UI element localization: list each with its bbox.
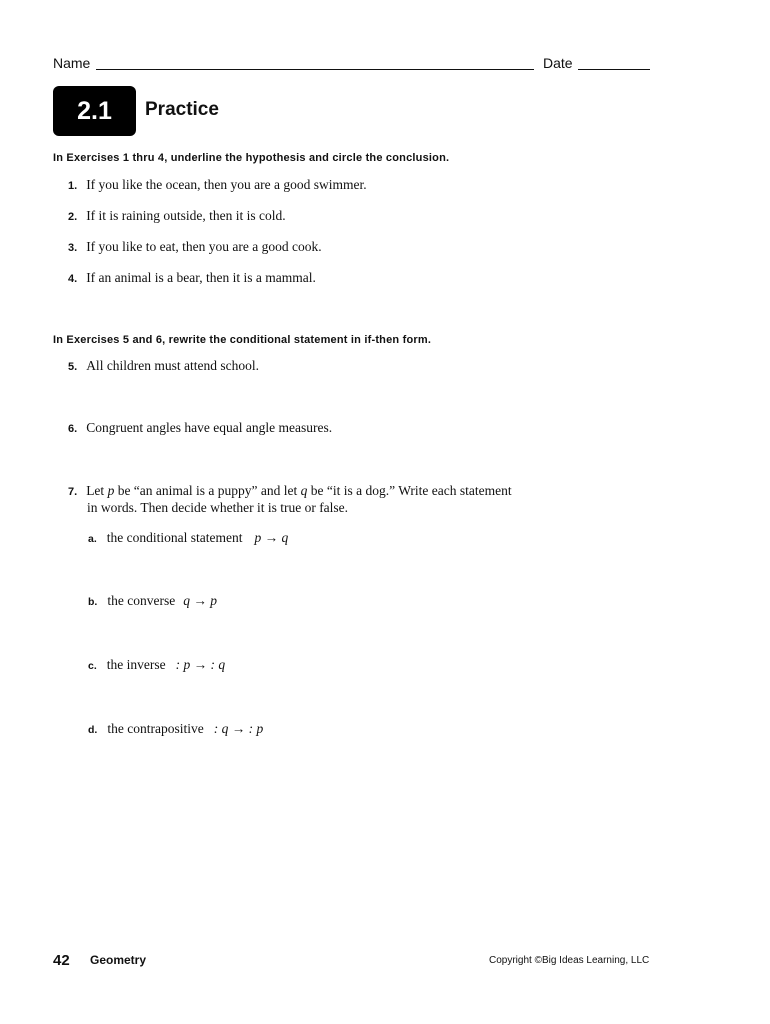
exercise-text: If you like to eat, then you are a good cook. xyxy=(86,239,322,254)
exercise-7-part-b xyxy=(88,592,217,610)
date-field-line[interactable] xyxy=(578,69,650,70)
instructions-exercises-5-6: In Exercises 5 and 6, rewrite the conditional statement in if-then form. xyxy=(53,334,432,346)
exercise-2 xyxy=(68,207,286,225)
exercise-number: 1. xyxy=(68,180,78,192)
math-expression: q → p xyxy=(183,593,217,608)
text-segment: Let xyxy=(86,483,108,498)
section-number: 2.1 xyxy=(77,96,112,125)
date-label: Date xyxy=(543,55,573,71)
exercise-number: 2. xyxy=(68,211,78,223)
exercise-number: 7. xyxy=(68,486,78,498)
book-title: Geometry xyxy=(90,953,147,967)
text-segment: be “an animal is a puppy” and let xyxy=(114,483,301,498)
name-field-line[interactable] xyxy=(96,69,534,70)
part-text: the inverse xyxy=(106,657,166,672)
part-label: d. xyxy=(88,724,98,736)
variable-q: q xyxy=(300,483,308,498)
exercise-3 xyxy=(68,238,322,256)
section-title: Practice xyxy=(145,99,219,120)
exercise-text: If an animal is a bear, then it is a mammal. xyxy=(86,270,316,285)
exercise-text: If you like the ocean, then you are a good swimmer. xyxy=(86,177,367,192)
exercise-number: 3. xyxy=(68,242,78,254)
text-segment: be “it is a dog.” Write each statement xyxy=(307,483,512,498)
section-number-badge xyxy=(53,86,136,136)
exercise-4 xyxy=(68,269,316,287)
part-text: the converse xyxy=(107,593,176,608)
math-expression: : q → : p xyxy=(213,721,264,736)
page-number: 42 xyxy=(53,952,70,969)
exercise-number: 5. xyxy=(68,361,78,373)
exercise-7 xyxy=(68,482,512,500)
name-label: Name xyxy=(53,55,91,71)
math-expression: p → q xyxy=(254,530,289,545)
exercise-1 xyxy=(68,176,367,194)
exercise-number: 6. xyxy=(68,423,78,435)
part-text: the contrapositive xyxy=(107,721,204,736)
copyright-notice: Copyright ©Big Ideas Learning, LLC xyxy=(489,955,650,966)
part-label: b. xyxy=(88,596,98,608)
exercise-text: Congruent angles have equal angle measures. xyxy=(86,420,333,435)
exercise-7-part-d xyxy=(88,720,263,738)
exercise-text: If it is raining outside, then it is cold. xyxy=(86,208,286,223)
exercise-number: 4. xyxy=(68,273,78,285)
math-expression: : p → : q xyxy=(175,657,226,672)
exercise-7-part-a xyxy=(88,529,288,547)
variable-p: p xyxy=(107,483,115,498)
exercise-5 xyxy=(68,357,259,375)
exercise-7-line-1 xyxy=(86,483,511,498)
exercise-6 xyxy=(68,419,332,437)
exercise-text: All children must attend school. xyxy=(86,358,260,373)
instructions-exercises-1-4: In Exercises 1 thru 4, underline the hypothesis and circle the conclusion. xyxy=(53,152,450,164)
part-label: c. xyxy=(88,660,97,672)
part-text: the conditional statement xyxy=(106,530,243,545)
part-label: a. xyxy=(88,533,97,545)
exercise-7-line-2: in words. Then decide whether it is true or false. xyxy=(87,500,349,515)
exercise-7-part-c xyxy=(88,656,225,674)
